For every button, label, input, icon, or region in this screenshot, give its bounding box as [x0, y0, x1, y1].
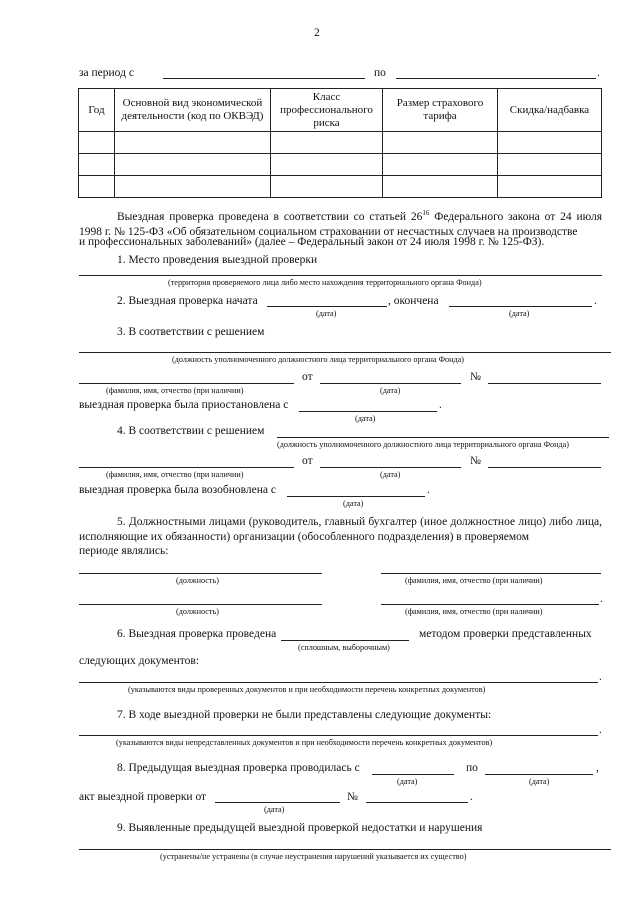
- item5-position-hint-2: (должность): [176, 607, 219, 616]
- item6-docs-label: следующих документов:: [79, 655, 200, 667]
- item6-docs-field[interactable]: [79, 682, 598, 683]
- item3-date-hint: (дата): [380, 386, 401, 395]
- item3-from-label: от: [302, 371, 313, 383]
- item5-fio-hint-2: (фамилия, имя, отчество (при наличии): [405, 607, 543, 616]
- item5-fio-field-1[interactable]: [381, 573, 601, 574]
- item8-to-date-hint: (дата): [529, 777, 550, 786]
- item4-fio-field[interactable]: [79, 467, 294, 468]
- item4-number-field[interactable]: [488, 467, 601, 468]
- item7-hint: (указываются виды непредставленных документов и при необходимости перечень конкретных документов): [116, 738, 493, 747]
- item4-label: 4. В соответствии с решением: [117, 425, 265, 437]
- item7-label: 7. В ходе выездной проверки не были представлены следующие документы:: [117, 709, 492, 721]
- header-activity: Основной вид экономической деятельности (код по ОКВЭД): [115, 89, 271, 132]
- item6-label: 6. Выездная проверка проведена: [117, 628, 277, 640]
- item4-date-hint: (дата): [380, 470, 401, 479]
- item5-paragraph-end: периоде являлись:: [79, 545, 169, 557]
- item3-dot: .: [439, 399, 442, 411]
- item6-docs-hint: (указываются виды проверенных документов и при необходимости перечень конкретных документов): [128, 685, 486, 694]
- intro-superscript: 16: [422, 209, 430, 217]
- item3-number-label: №: [470, 371, 481, 383]
- item4-resumed-date-hint: (дата): [343, 499, 364, 508]
- item2-dot: .: [594, 295, 597, 307]
- intro-text-end: и профессиональных заболеваний» (далее – Федеральный закон от 24 июля 1998 г. № 125-ФЗ).: [79, 236, 545, 248]
- item3-label: 3. В соответствии с решением: [117, 326, 265, 338]
- table-cell[interactable]: [271, 176, 383, 198]
- item5-position-field-1[interactable]: [79, 573, 322, 574]
- table-cell[interactable]: [79, 176, 115, 198]
- tariff-table: [78, 88, 602, 198]
- item5-fio-field-2[interactable]: [381, 604, 599, 605]
- item1-hint: (территория проверяемого лица либо место нахождения территориального органа Фонда): [168, 278, 482, 287]
- table-cell[interactable]: [79, 154, 115, 176]
- item4-fio-hint: (фамилия, имя, отчество (при наличии): [106, 470, 244, 479]
- page-number: 2: [314, 27, 320, 39]
- item7-docs-field[interactable]: [79, 735, 598, 736]
- table-row: [79, 176, 602, 198]
- period-to-field[interactable]: [396, 78, 596, 79]
- item8-to-label: по: [466, 762, 478, 774]
- header-year: Год: [79, 89, 115, 132]
- table-row: [79, 154, 602, 176]
- item8-dot: .: [470, 791, 473, 803]
- table-cell[interactable]: [115, 176, 271, 198]
- item2-end-date-hint: (дата): [509, 309, 530, 318]
- item8-act-date-field[interactable]: [215, 802, 340, 803]
- item8-label: 8. Предыдущая выездная проверка проводилась с: [117, 762, 360, 774]
- table-header-row: [79, 89, 602, 132]
- item9-label: 9. Выявленные предыдущей выездной проверкой недостатки и нарушения: [117, 822, 483, 834]
- item4-resumed-label: выездная проверка была возобновлена с: [79, 484, 277, 496]
- table-cell[interactable]: [498, 154, 602, 176]
- item9-field[interactable]: [79, 849, 611, 850]
- item8-act-number-field[interactable]: [366, 802, 468, 803]
- item3-position-field[interactable]: [79, 352, 611, 353]
- table-cell[interactable]: [79, 132, 115, 154]
- item9-hint: (устранены/не устранены (в случае неустранения нарушений указывается их существо): [160, 852, 467, 861]
- item5-dot: .: [600, 593, 603, 605]
- period-dot: .: [597, 67, 600, 79]
- item4-date-field[interactable]: [320, 467, 461, 468]
- table-cell[interactable]: [498, 132, 602, 154]
- item1-field[interactable]: [79, 275, 602, 276]
- item8-comma: ,: [596, 762, 599, 774]
- item8-act-date-hint: (дата): [264, 805, 285, 814]
- header-tariff: Размер страхового тарифа: [383, 89, 498, 132]
- table-cell[interactable]: [498, 176, 602, 198]
- item6-method-hint: (сплошным, выборочным): [298, 643, 390, 652]
- item4-position-field[interactable]: [277, 437, 609, 438]
- table-cell[interactable]: [115, 154, 271, 176]
- item2-start-date-hint: (дата): [316, 309, 337, 318]
- header-discount: Скидка/надбавка: [498, 89, 602, 132]
- table-cell[interactable]: [383, 154, 498, 176]
- item3-suspended-date-hint: (дата): [355, 414, 376, 423]
- item4-position-hint: (должность уполномоченного должностного лица территориального органа Фонда): [277, 440, 570, 449]
- item1-label: 1. Место проведения выездной проверки: [117, 254, 318, 266]
- item4-from-label: от: [302, 455, 313, 467]
- item3-fio-field[interactable]: [79, 383, 294, 384]
- intro-text-start: Выездная проверка проведена в соответствии со статьей 26: [117, 210, 423, 223]
- item8-act-number-label: №: [347, 791, 358, 803]
- item2-label: 2. Выездная проверка начата: [117, 295, 258, 307]
- table-cell[interactable]: [115, 132, 271, 154]
- item3-suspended-label: выездная проверка была приостановлена с: [79, 399, 289, 411]
- item4-number-label: №: [470, 455, 481, 467]
- item3-suspended-date-field[interactable]: [299, 411, 437, 412]
- period-from-label: за период с: [79, 67, 134, 79]
- item2-end-date-field[interactable]: [449, 306, 592, 307]
- table-cell[interactable]: [271, 154, 383, 176]
- item2-ended-label: , окончена: [388, 295, 439, 307]
- table-cell[interactable]: [383, 132, 498, 154]
- item3-position-hint: (должность уполномоченного должностного лица территориального органа Фонда): [172, 355, 465, 364]
- table-cell[interactable]: [271, 132, 383, 154]
- item6-method-field[interactable]: [281, 640, 409, 641]
- item5-position-hint-1: (должность): [176, 576, 219, 585]
- item5-fio-hint-1: (фамилия, имя, отчество (при наличии): [405, 576, 543, 585]
- item5-position-field-2[interactable]: [79, 604, 322, 605]
- item2-start-date-field[interactable]: [267, 306, 387, 307]
- item6-dot: .: [599, 671, 602, 683]
- header-risk-class: Класс профессионального риска: [271, 89, 383, 132]
- item8-from-date-hint: (дата): [397, 777, 418, 786]
- item6-method-label: методом проверки представленных: [419, 628, 592, 640]
- table-cell[interactable]: [383, 176, 498, 198]
- item4-dot: .: [427, 484, 430, 496]
- table-row: [79, 132, 602, 154]
- intro-paragraph: [79, 206, 602, 240]
- period-from-field[interactable]: [163, 78, 365, 79]
- period-to-label: по: [374, 67, 386, 79]
- intro-text-middle: Федерального закона от 24 июля 1998 г. № 125-ФЗ «Об обязательном социальном страховании от несчастных случаев на производстве: [79, 210, 602, 238]
- item4-resumed-date-field[interactable]: [287, 496, 425, 497]
- item3-date-field[interactable]: [320, 383, 461, 384]
- item3-number-field[interactable]: [488, 383, 601, 384]
- item8-act-label: акт выездной проверки от: [79, 791, 207, 803]
- item8-to-date-field[interactable]: [485, 774, 593, 775]
- item8-from-date-field[interactable]: [372, 774, 454, 775]
- item5-paragraph: 5. Должностными лицами (руководитель, главный бухгалтер (иное должностное лицо) либо лица, исполняющие их обязанности) организации (обособленного подразделения) в проверяемом: [79, 516, 602, 543]
- item7-dot: .: [599, 724, 602, 736]
- item3-fio-hint: (фамилия, имя, отчество (при наличии): [106, 386, 244, 395]
